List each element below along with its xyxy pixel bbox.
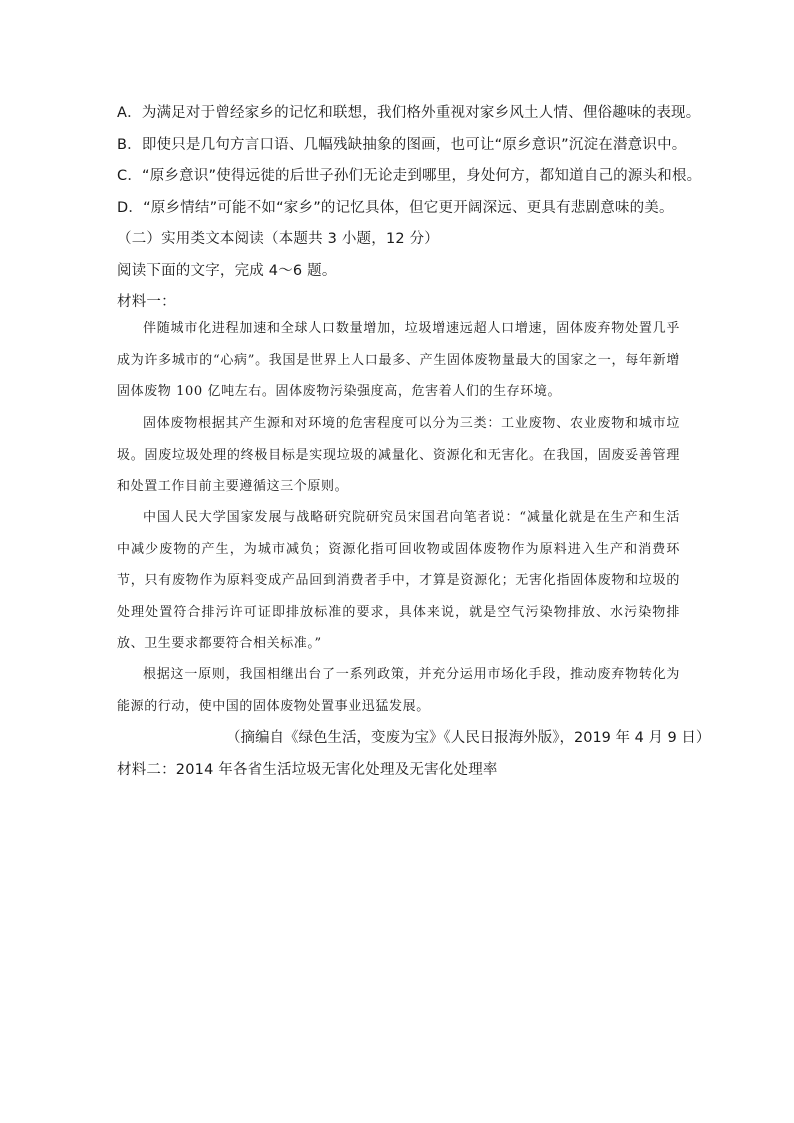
material-two-label: 材料二：2014 年各省生活垃圾无害化处理及无害化处理率: [117, 762, 498, 778]
option-c: C．“原乡意识”使得远徙的后世子孙们无论走到哪里，身处何方，都知道自己的源头和根。: [117, 168, 702, 184]
material-paragraph: 固体废物根据其产生源和对环境的危害程度可以分为三类：工业废物、农业废物和城市垃圾。固废垃圾处理的终极目标是实现垃圾的减量化、资源化和无害化。在我国，固废妥善管理和处置工作目前主要遵循这三个原则。: [117, 416, 680, 494]
material-one-label: 材料一：: [117, 294, 176, 310]
source-citation: （摘编自《绿色生活，变废为宝》《人民日报海外版》，2019 年 4 月 9 日）: [226, 730, 711, 746]
option-d: D．“原乡情结”可能不如“家乡”的记忆具体，但它更开阔深远、更具有悲剧意味的美。: [117, 200, 674, 216]
instruction-text: 阅读下面的文字，完成 4～6 题。: [117, 263, 337, 279]
section-heading: （二）实用类文本阅读（本题共 3 小题，12 分）: [117, 231, 440, 247]
material-paragraph: 中国人民大学国家发展与战略研究院研究员宋国君向笔者说：“减量化就是在生产和生活中减少废物的产生，为城市减负；资源化指可回收物或固体废物作为原料进入生产和消费环节，只有废物作为原料变成产品回到消费者手中，才算是资源化；无害化指固体废物和垃圾的处理处置符合排污许可证即排放标准的要求，具体来说，就是空气污染物排放、水污染物排放、卫生要求都要符合相关标准。”: [117, 510, 680, 651]
material-paragraph: 根据这一原则，我国相继出台了一系列政策，并充分运用市场化手段，推动废弃物转化为能源的行动，使中国的固体废物处置事业迅猛发展。: [117, 667, 680, 714]
option-a: A．为满足对于曾经家乡的记忆和联想，我们格外重视对家乡风土人情、俚俗趣味的表现。: [117, 105, 701, 121]
option-b: B．即使只是几句方言口语、几幅残缺抽象的图画，也可让“原乡意识”沉淀在潜意识中。: [117, 137, 687, 153]
material-paragraph: 伴随城市化进程加速和全球人口数量增加，垃圾增速远超人口增速，固体废弃物处置几乎成为许多城市的“心病”。我国是世界上人口最多、产生固体废物量最大的国家之一，每年新增固体废物 100 亿吨左右。固体废物污染强度高，危害着人们的生存环境。: [117, 321, 680, 399]
